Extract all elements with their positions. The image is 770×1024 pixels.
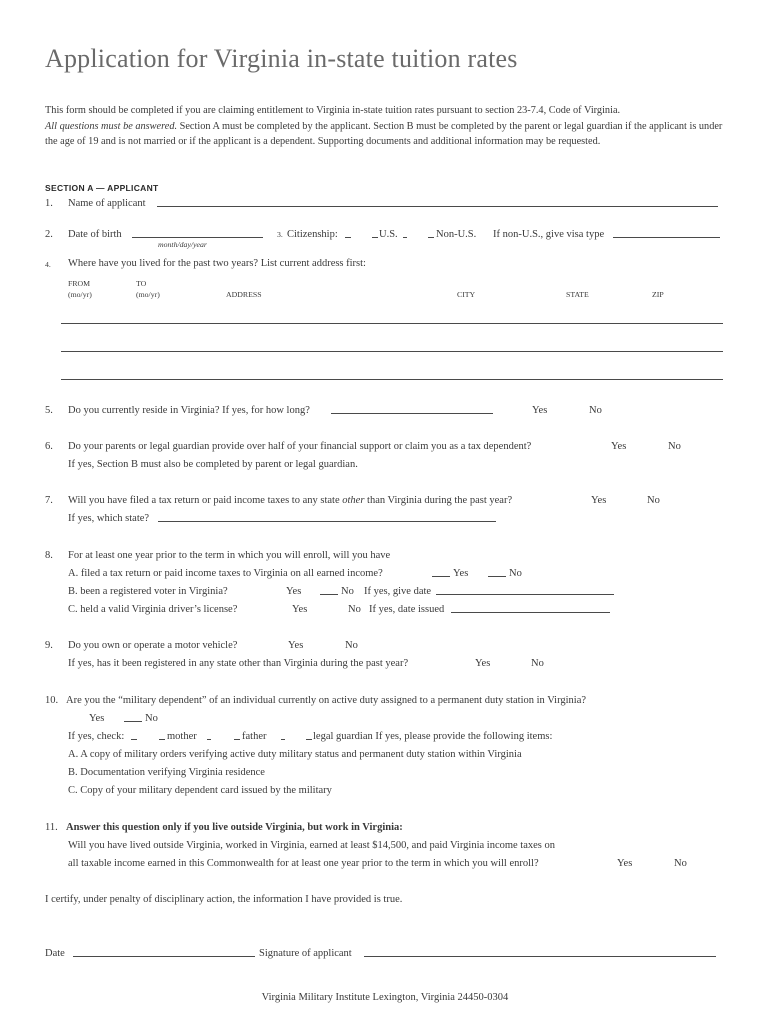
q3-visa-field[interactable] (613, 237, 720, 238)
q4-col-state: STATE (566, 290, 589, 299)
q3-non-us-label: Non-U.S. (436, 229, 477, 240)
q8-a-yes-blank[interactable] (432, 576, 450, 577)
q10-checkbox-guardian[interactable] (306, 739, 312, 740)
q8-b-label: B. been a registered voter in Virginia? (68, 586, 228, 597)
q7-state-field[interactable] (158, 521, 496, 522)
signature-label: Signature of applicant (259, 948, 352, 959)
q1-name-field[interactable] (157, 206, 718, 207)
q8-label: For at least one year prior to the term in which you will enroll, will you have (68, 550, 391, 561)
q8-a-no-blank[interactable] (488, 576, 506, 577)
q8-c-date-field[interactable] (451, 612, 610, 613)
q7-label-em: other (342, 495, 365, 506)
q9-yes[interactable]: Yes (288, 640, 304, 651)
q9-number: 9. (45, 640, 53, 651)
q8-b-date-label: If yes, give date (364, 586, 432, 597)
q4-address-row-3[interactable] (61, 379, 723, 380)
q10-checkbox-gap-2 (281, 739, 285, 740)
q10-yes[interactable]: Yes (89, 713, 105, 724)
q4-col-from: FROM (68, 279, 91, 288)
q4-col-zip: ZIP (652, 290, 664, 299)
q11-line1: Will you have lived outside Virginia, worked in Virginia, earned at least $14,500, and paid Virginia income taxes on (68, 840, 556, 851)
q3-checkbox-non-us[interactable] (428, 237, 434, 238)
q8-a-no: No (509, 568, 522, 579)
q6-label: Do your parents or legal guardian provide over half of your financial support or claim you as a tax dependent? (68, 441, 532, 452)
q8-b-yes[interactable]: Yes (286, 586, 302, 597)
intro-text (45, 103, 735, 150)
q8-a-label: A. filed a tax return or paid income taxes to Virginia on all earned income? (68, 568, 383, 579)
q10-no: No (145, 713, 158, 724)
q3-checkbox-us-left[interactable] (345, 237, 351, 238)
q6-number: 6. (45, 441, 53, 452)
q10-checkbox-left (131, 739, 137, 740)
q9-no[interactable]: No (345, 640, 358, 651)
date-field[interactable] (73, 956, 255, 957)
q8-b-date-field[interactable] (436, 594, 614, 595)
q10-label: Are you the “military dependent” of an individual currently on active duty assigned to a permanent duty station in Virginia? (66, 695, 587, 706)
footer-address: Virginia Military Institute Lexington, Virginia 24450-0304 (261, 992, 509, 1003)
date-label: Date (45, 948, 65, 959)
q10-item-a: A. A copy of military orders verifying active duty military status and permanent duty station within Virginia (68, 749, 522, 760)
q10-checkbox-gap (207, 739, 211, 740)
q10-item-b: B. Documentation verifying Virginia residence (68, 767, 265, 778)
certification-text: I certify, under penalty of disciplinary action, the information I have provided is true. (45, 894, 403, 905)
q4-col-from-sub: (mo/yr) (68, 290, 92, 299)
q4-col-city: CITY (457, 290, 476, 299)
q10-father: father (242, 731, 267, 742)
q1-number: 1. (45, 198, 53, 209)
q8-c-yes[interactable]: Yes (292, 604, 308, 615)
q3-number: 3. (277, 230, 283, 239)
q8-b-no: No (341, 586, 354, 597)
q8-c-date-label: If yes, date issued (369, 604, 445, 615)
q10-mother: mother (167, 731, 197, 742)
q9-sub: If yes, has it been registered in any state other than Virginia during the past year? (68, 658, 409, 669)
q8-c-no[interactable]: No (348, 604, 361, 615)
q5-no[interactable]: No (589, 405, 602, 416)
section-a-header: SECTION A — APPLICANT (45, 183, 159, 193)
q11-label: Answer this question only if you live outside Virginia, but work in Virginia: (66, 822, 403, 833)
q6-no[interactable]: No (668, 441, 681, 452)
q8-a-yes: Yes (453, 568, 469, 579)
q6-yes[interactable]: Yes (611, 441, 627, 452)
q2-label: Date of birth (68, 229, 122, 240)
q1-label: Name of applicant (68, 198, 146, 209)
q2-dob-field[interactable] (132, 237, 263, 238)
q7-sub: If yes, which state? (68, 513, 150, 524)
q11-no[interactable]: No (674, 858, 687, 869)
q4-label: Where have you lived for the past two years? List current address first: (68, 258, 366, 269)
q6-sub: If yes, Section B must also be completed by parent or legal guardian. (68, 459, 358, 470)
q2-hint: month/day/year (158, 240, 207, 249)
q10-item-c: C. Copy of your military dependent card issued by the military (68, 785, 332, 796)
q5-label: Do you currently reside in Virginia? If yes, for how long? (68, 405, 310, 416)
q10-guardian: legal guardian If yes, please provide the following items: (313, 731, 553, 742)
q9-sub-no[interactable]: No (531, 658, 544, 669)
q7-label-post: than Virginia during the past year? (364, 495, 513, 506)
q10-check-label: If yes, check: (68, 731, 125, 742)
q7-yes[interactable]: Yes (591, 495, 607, 506)
q9-sub-yes[interactable]: Yes (475, 658, 491, 669)
q11-yes[interactable]: Yes (617, 858, 633, 869)
intro-line1: This form should be completed if you are claiming entitlement to Virginia in-state tuition rates pursuant to section 23-7.4, Code of Virginia. (45, 105, 621, 116)
intro-rest: Section A must be completed by the applicant. Section B must be completed by the parent or legal guardian if the applicant is under the age of 19 and is not married or if the applicant is a dependent. Supporting documents and additional information may be requested. (45, 120, 723, 147)
q5-number: 5. (45, 405, 53, 416)
signature-field[interactable] (364, 956, 716, 957)
q11-number: 11. (45, 822, 58, 833)
q10-checkbox-father[interactable] (234, 739, 240, 740)
q4-address-row-2[interactable] (61, 351, 723, 352)
q7-label (68, 494, 512, 507)
q3-checkbox-us[interactable] (372, 237, 378, 238)
q11-line2: all taxable income earned in this Commonwealth for at least one year prior to the term in which you will enroll? (68, 858, 539, 869)
q5-yes[interactable]: Yes (532, 405, 548, 416)
q4-col-to: TO (136, 279, 147, 288)
q8-b-no-blank[interactable] (320, 594, 338, 595)
q3-label: Citizenship: (287, 229, 338, 240)
q4-address-row-1[interactable] (61, 323, 723, 324)
q2-number: 2. (45, 229, 53, 240)
q4-number: 4. (45, 260, 51, 269)
q3-us-label: U.S. (379, 229, 398, 240)
form-title: Application for Virginia in-state tuition rates (45, 44, 518, 73)
q3-checkbox-gap (403, 237, 407, 238)
q4-col-to-sub: (mo/yr) (136, 290, 160, 299)
q9-label: Do you own or operate a motor vehicle? (68, 640, 238, 651)
q10-checkbox-mother[interactable] (159, 739, 165, 740)
q8-c-label: C. held a valid Virginia driver’s license? (68, 604, 238, 615)
q7-label-pre: Will you have filed a tax return or paid income taxes to any state (68, 495, 343, 506)
q7-no[interactable]: No (647, 495, 660, 506)
q3-visa-label: If non-U.S., give visa type (493, 229, 605, 240)
q5-duration-field[interactable] (331, 413, 493, 414)
q7-number: 7. (45, 495, 53, 506)
intro-italic: All questions must be answered. (45, 120, 178, 132)
q10-number: 10. (45, 695, 59, 706)
q10-no-blank[interactable] (124, 721, 142, 722)
q8-number: 8. (45, 550, 53, 561)
q4-col-address: ADDRESS (226, 290, 262, 299)
